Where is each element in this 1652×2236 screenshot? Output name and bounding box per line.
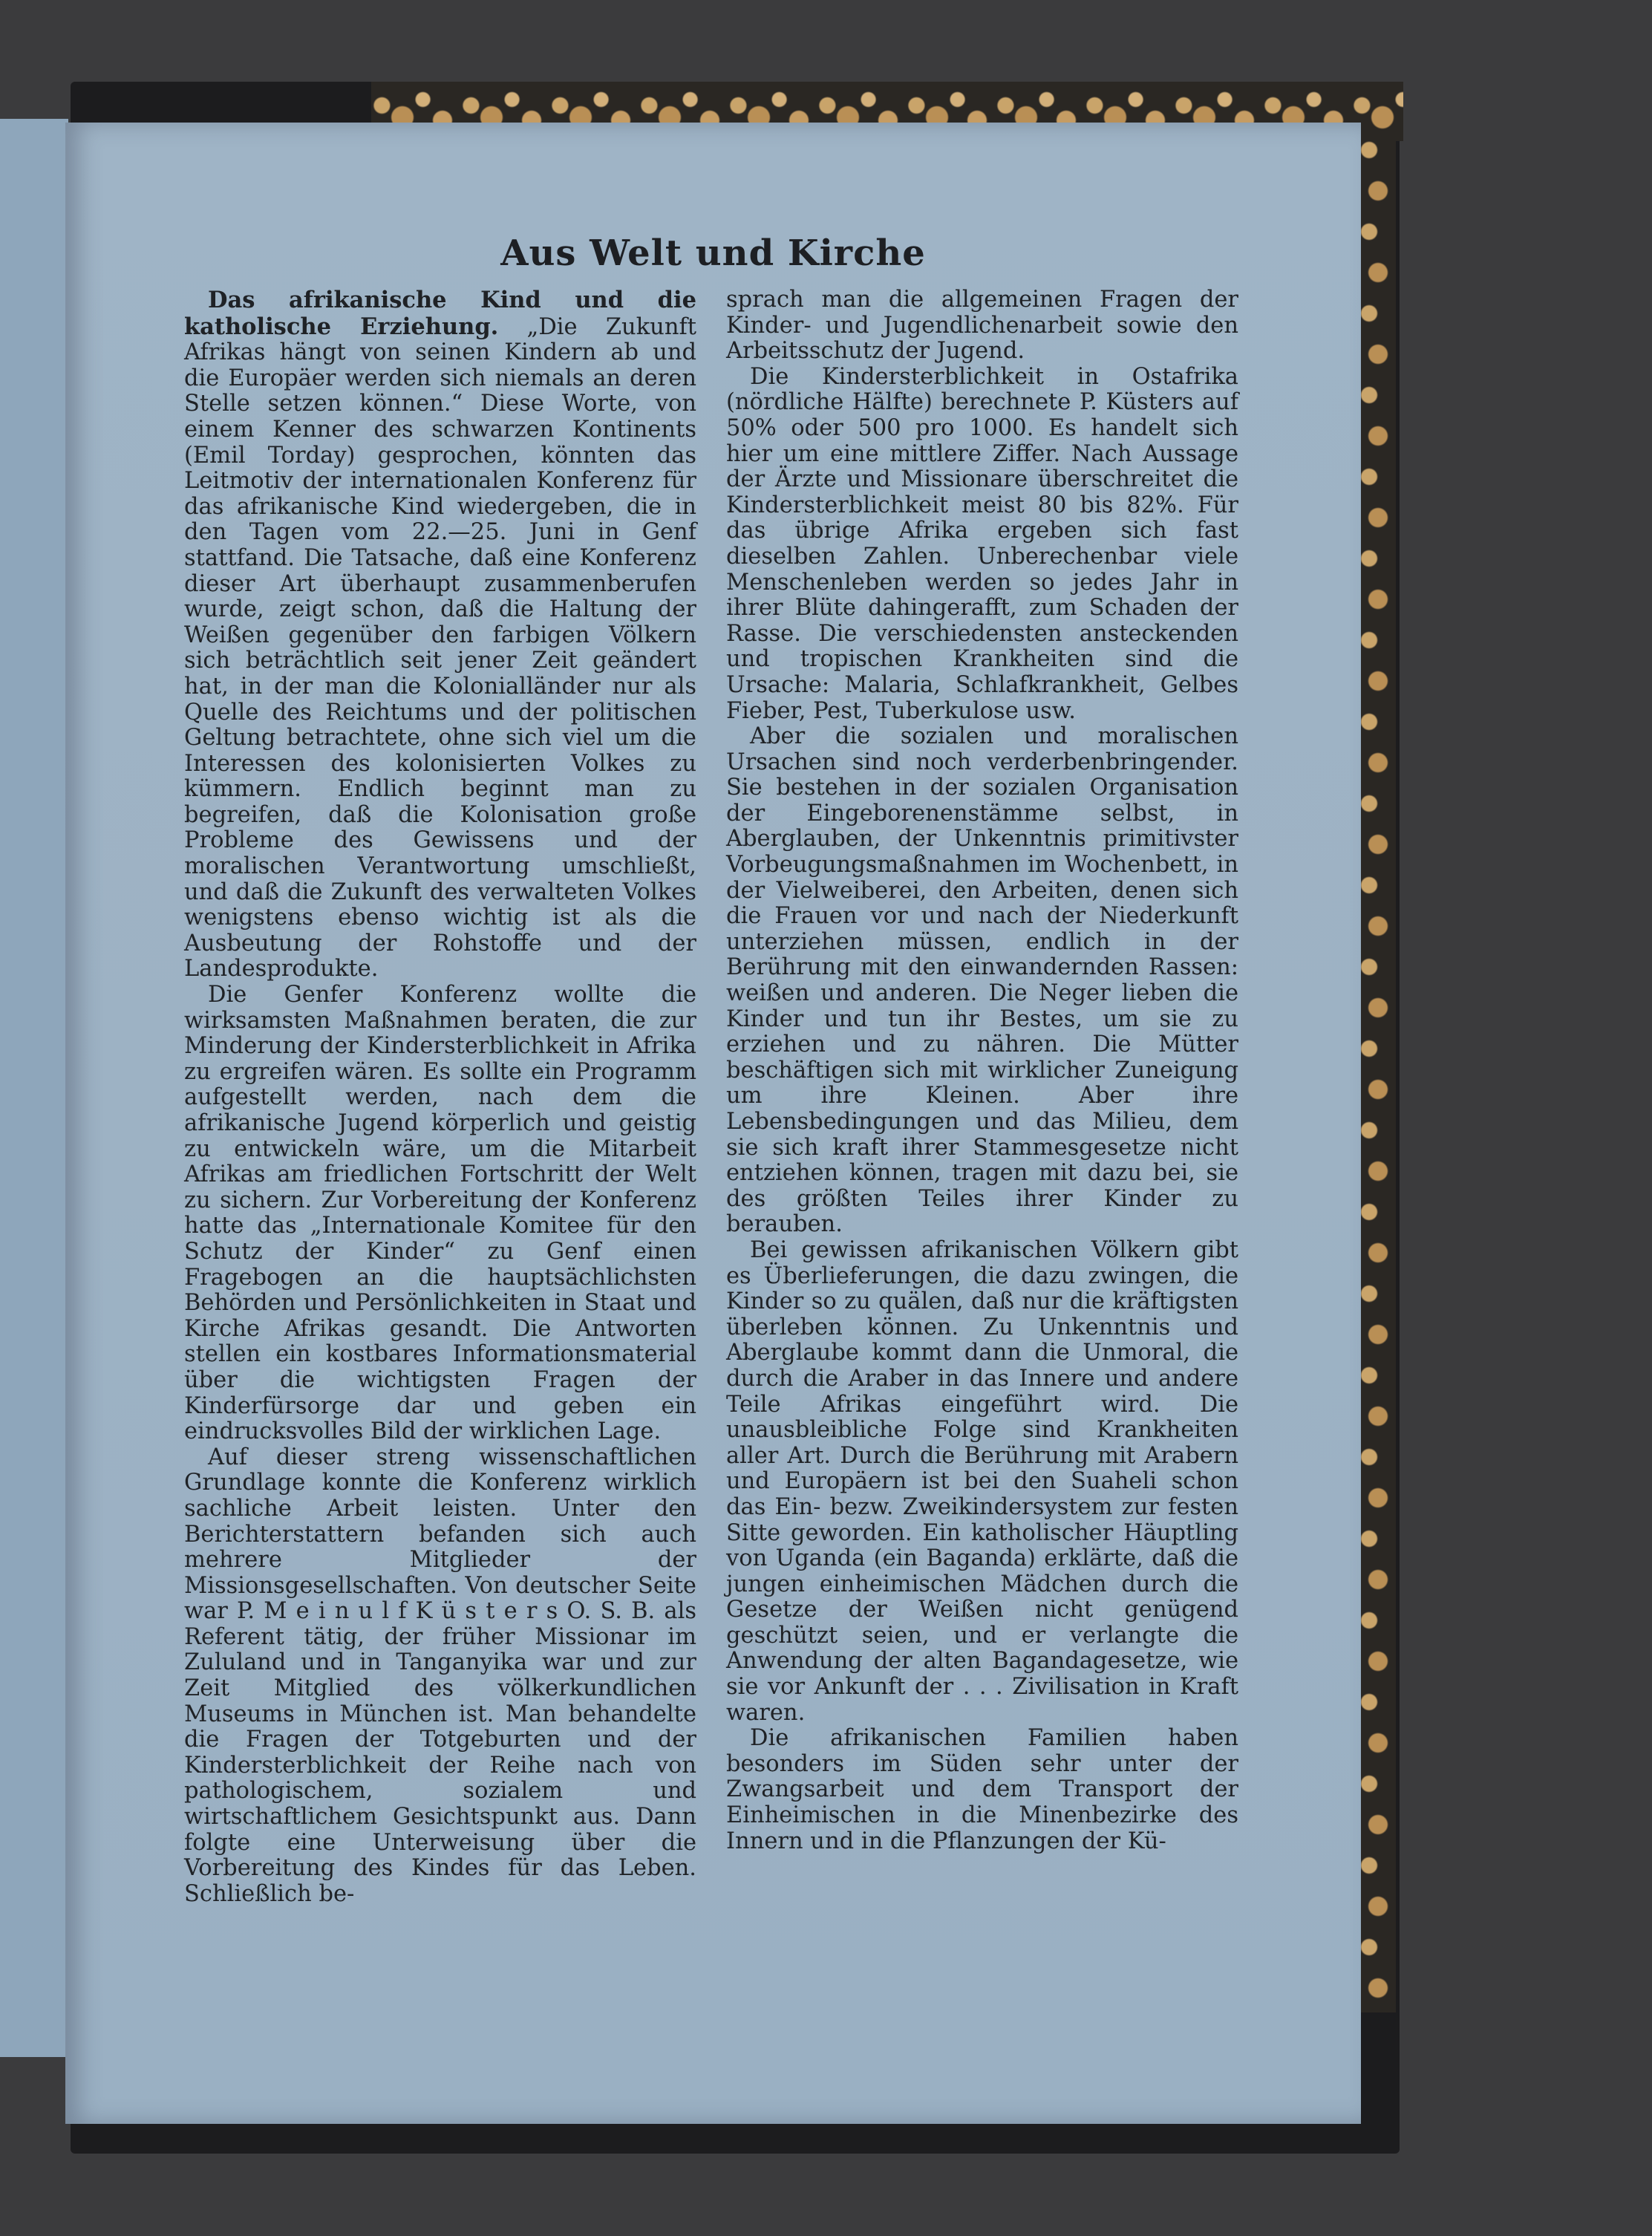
right-column: [726, 287, 1238, 1854]
article-paragraph: Die afrikanischen Familien haben besonders im Süden sehr unter der Zwangsarbeit und dem Transport der Einheimischen in die Minenbezirke des Innern und in die Pflanzungen der Kü-: [726, 1725, 1238, 1854]
section-heading: Aus Welt und Kirche: [500, 232, 926, 274]
article-paragraph: Aber die sozialen und moralischen Ursachen sind noch verderbenbringender. Sie bestehen in der sozialen Organisation der Eingeborenenstämme selbst, in Aberglauben, der Unkenntnis primitivster Vorbeugungsmaßnahmen im Wochenbett, in der Vielweiberei, den Arbeiten, denen sich die Frauen vor und nach der Niederkunft unterziehen müssen, endlich in der Berührung mit den einwandernden Rassen: weißen und anderen. Die Neger lieben die Kinder und tun ihr Bestes, um sie zu erziehen und zu nähren. Die Mütter beschäftigen sich mit wirklicher Zuneigung um ihre Kleinen. Aber ihre Lebensbedingungen und das Milieu, dem sie sich kraft ihrer Stammesgesetze nicht entziehen können, tragen mit dazu bei, sie des größten Teiles ihrer Kinder zu berauben.: [726, 723, 1238, 1238]
article-paragraph: Die Genfer Konferenz wollte die wirksamsten Maßnahmen beraten, die zur Minderung der Kindersterblichkeit in Afrika zu ergreifen wären. Es sollte ein Programm aufgestellt werden, nach dem die afrikanische Jugend körperlich und geistig zu entwickeln wäre, um die Mitarbeit Afrikas am friedlichen Fortschritt der Welt zu sichern. Zur Vorbereitung der Konferenz hatte das „Internationale Komitee für den Schutz der Kinder“ zu Genf einen Fragebogen an die hauptsächlichsten Behörden und Persönlichkeiten in Staat und Kirche Afrikas gesandt. Die Antworten stellen ein kostbares Informationsmaterial über die wichtigsten Fragen der Kinderfürsorge dar und geben ein eindrucksvolles Bild der wirklichen Lage.: [184, 982, 696, 1445]
article-paragraph: [184, 287, 696, 982]
left-column: [184, 287, 696, 1907]
article-paragraph: Die Kindersterblichkeit in Ostafrika (nördliche Hälfte) berechnete P. Küsters auf 50% oder 500 pro 1000. Es handelt sich hier um eine mittlere Ziffer. Nach Aussage der Ärzte und Missionare überschreitet die Kindersterblichkeit meist 80 bis 82%. Für das übrige Afrika ergeben sich fast dieselben Zahlen. Unberechenbar viele Menschenleben werden so jedes Jahr in ihrer Blüte dahingerafft, zum Schaden der Rasse. Die verschiedensten ansteckenden und tropischen Krankheiten sind die Ursache: Malaria, Schlafkrankheit, Gelbes Fieber, Pest, Tuberkulose usw.: [726, 363, 1238, 724]
article-paragraph: sprach man die allgemeinen Fragen der Kinder- und Jugendlichenarbeit sowie den Arbeitsschutz der Jugend.: [726, 287, 1238, 365]
article-paragraph: Bei gewissen afrikanischen Völkern gibt es Überlieferungen, die dazu zwingen, die Kinder so zu quälen, daß nur die kräftigsten überleben können. Zu Unkenntnis und Aberglaube kommt dann die Unmoral, die durch die Araber in das Innere und andere Teile Afrikas eingeführt wird. Die unausbleibliche Folge sind Krankheiten aller Art. Durch die Berührung mit Arabern und Europäern ist bei den Suaheli schon das Ein- bezw. Zweikindersystem zur festen Sitte geworden. Ein katholischer Häuptling von Uganda (ein Baganda) erklärte, daß die jungen einheimischen Mädchen durch die Gesetze der Weißen nicht genügend geschützt seien, und er verlangte die Anwendung der alten Bagandagesetze, wie sie vor Ankunft der . . . Zivilisation in Kraft waren.: [726, 1236, 1238, 1726]
article-headline: Das afrikanische Kind und die katholische Erziehung.: [184, 287, 696, 340]
facing-page-edge: [0, 119, 68, 2057]
article-paragraph: Auf dieser streng wissenschaftlichen Grundlage konnte die Konferenz wirklich sachliche Arbeit leisten. Unter den Berichterstattern befanden sich auch mehrere Mitglieder der Missionsgesellschaften. Von deutscher Seite war P. M e i n u l f K ü s t e r s O. S. B. als Referent tätig, der früher Missionar im Zululand und in Tanganyika war und zur Zeit Mitglied des völkerkundlichen Museums in München ist. Man behandelte die Fragen der Totgeburten und der Kindersterblichkeit der Reihe nach von pathologischem, sozialem und wirtschaftlichem Gesichtspunkt aus. Dann folgte eine Unterweisung über die Vorbereitung des Kindes für das Leben. Schließlich be-: [184, 1444, 696, 1907]
book-page: [65, 123, 1361, 2124]
paragraph-text: „Die Zukunft Afrikas hängt von seinen Kindern ab und die Europäer werden sich niemals an deren Stelle setzen können.“ Diese Worte, von einem Kenner des schwarzen Kontinents (Emil Torday) gesprochen, könnten das Leitmotiv der internationalen Konferenz für das afrikanische Kind wiedergeben, die in den Tagen vom 22.—25. Juni in Genf stattfand. Die Tatsache, daß eine Konferenz dieser Art überhaupt zusammenberufen wurde, zeigt schon, daß die Haltung der Weißen gegenüber den farbigen Völkern sich beträchtlich seit jener Zeit geändert hat, in der man die Kolonialländer nur als Quelle des Reichtums und der politischen Geltung betrachtete, ohne sich viel um die Interessen des kolonisierten Volkes zu kümmern. Endlich beginnt man zu begreifen, daß die Kolonisation große Probleme des Gewissens und der moralischen Verantwortung umschließt, und daß die Zukunft des verwalteten Volkes wenigstens ebenso wichtig ist als die Ausbeutung der Rohstoffe und der Landesprodukte.: [184, 313, 697, 982]
